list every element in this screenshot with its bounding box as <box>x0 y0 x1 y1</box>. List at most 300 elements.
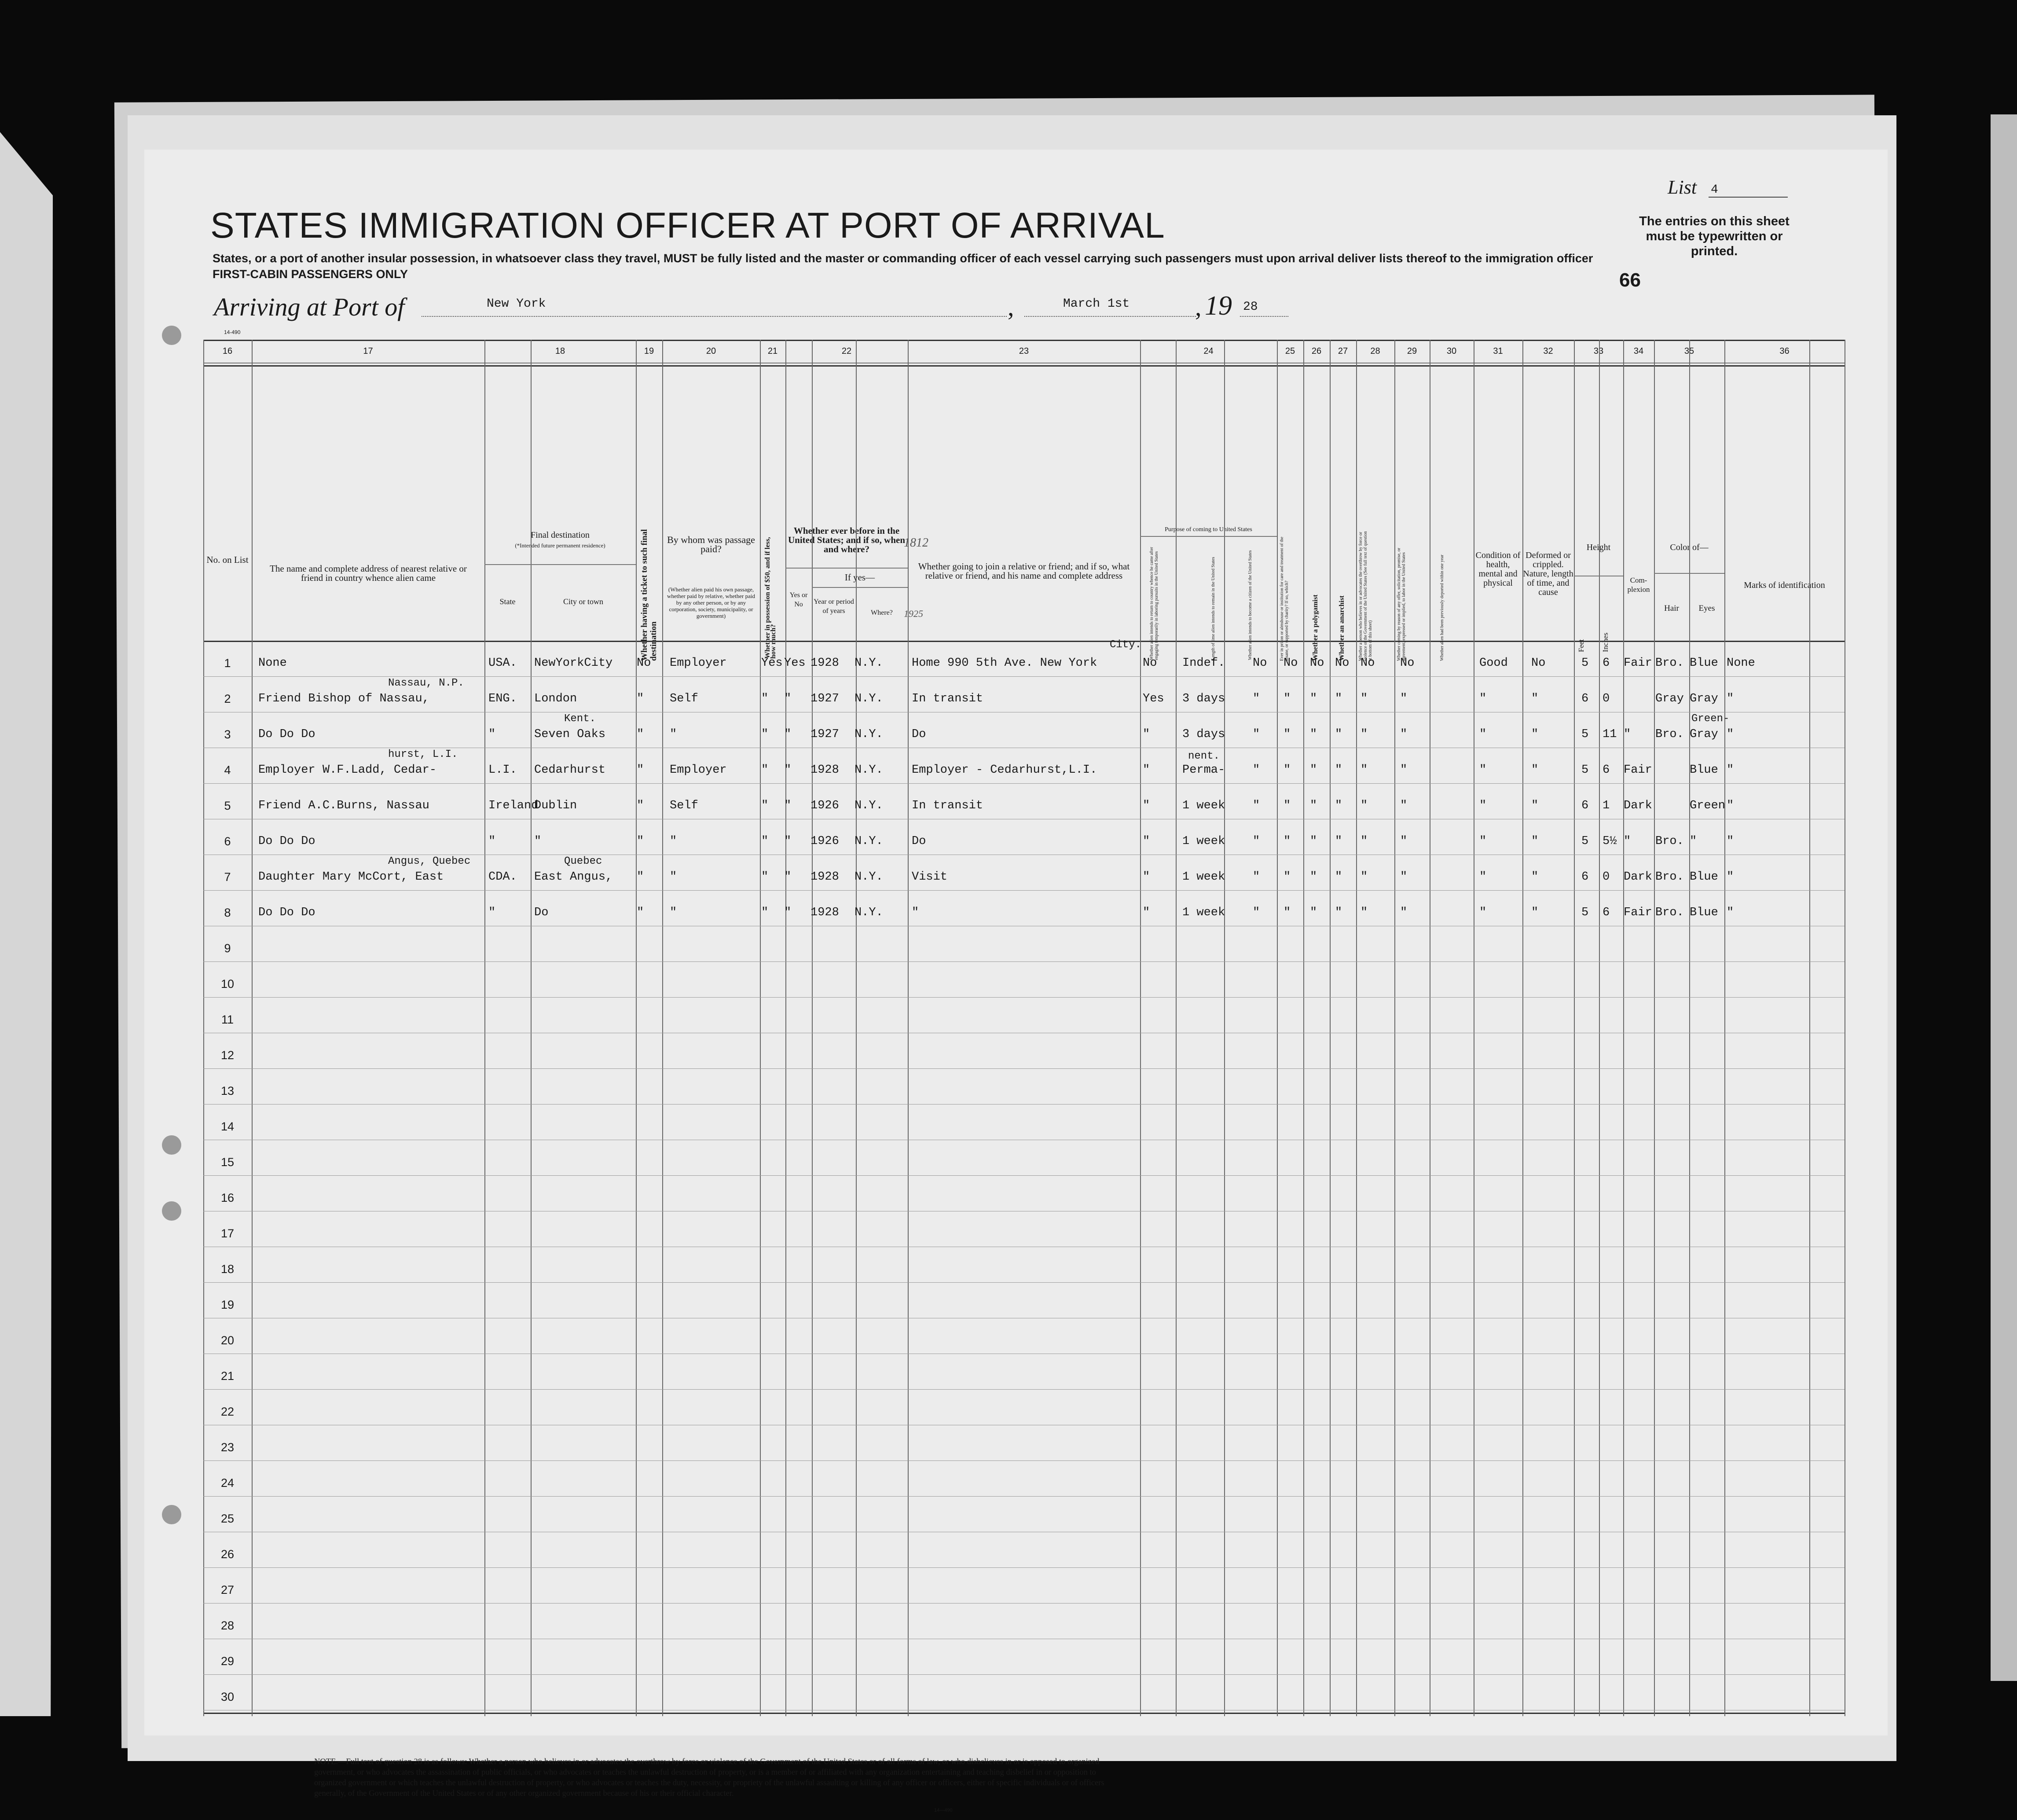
cell-deformed: " <box>1531 870 1539 884</box>
cell-ticket: " <box>637 728 644 741</box>
cell-prison: " <box>1284 835 1291 848</box>
column-number: 26 <box>1311 346 1322 356</box>
cell-join: Visit <box>912 870 948 884</box>
cell-hair: Bro. <box>1655 728 1684 741</box>
column-rule <box>636 340 637 1716</box>
column-rule <box>484 340 485 1716</box>
cell-feet: 6 <box>1581 870 1589 884</box>
adjacent-page-left <box>0 132 53 1716</box>
row-number: 15 <box>220 1156 235 1169</box>
cell-complexion: " <box>1624 835 1631 848</box>
column-number: 31 <box>1493 346 1503 356</box>
header-final-destination: Final destination <box>531 530 590 540</box>
cell-city: London <box>534 692 577 705</box>
cell-marks: " <box>1727 906 1734 919</box>
cell-length: 1 week <box>1182 906 1225 919</box>
row-number: 13 <box>220 1084 235 1097</box>
cell-eyes: Green <box>1690 799 1726 812</box>
column-rule <box>812 340 813 1716</box>
date-value: March 1st <box>1063 297 1130 311</box>
row-number: 29 <box>220 1655 235 1668</box>
header-yes-or-no: Yes or No <box>789 591 808 608</box>
column-rule <box>1356 340 1357 1716</box>
row-rule <box>203 1389 1845 1390</box>
header-purpose-a: Whether alien intends to return to country whence he came after engaging temporarily in laboring pursuits in the United States <box>1149 547 1159 660</box>
cell-citizen: " <box>1253 728 1260 741</box>
cell-length: 1 week <box>1182 870 1225 884</box>
cell-q28: " <box>1361 799 1368 812</box>
pencil-annotation: 1925 <box>904 608 923 619</box>
cell-citizen: " <box>1253 692 1260 705</box>
cell-eyes: " <box>1690 835 1697 848</box>
cell-hair: Bro. <box>1655 870 1684 884</box>
cell-city-extra: Kent. <box>564 713 596 725</box>
cell-before: " <box>784 799 792 812</box>
column-number: 16 <box>222 346 233 356</box>
table-rule <box>203 1713 1845 1714</box>
header-polygamist: Whether a polygamist <box>1312 594 1319 661</box>
cell-fifty: " <box>761 763 769 777</box>
cell-citizen: " <box>1253 906 1260 919</box>
cell-before: Yes <box>784 657 806 670</box>
cell-polygamist: " <box>1310 692 1317 705</box>
cell-inches: 6 <box>1603 763 1610 777</box>
header-sub-rule <box>484 564 636 565</box>
manifest-table <box>203 340 1845 1716</box>
cell-fifty: " <box>761 835 769 848</box>
header-anarchist: Whether an anarchist <box>1338 595 1346 661</box>
cell-year: 1928 <box>810 906 839 919</box>
column-number: 29 <box>1407 346 1417 356</box>
cell-join: In transit <box>912 799 983 812</box>
cell-length: 3 days <box>1182 692 1225 705</box>
cell-year: 1928 <box>810 657 839 670</box>
cell-q29: " <box>1400 906 1408 919</box>
row-rule <box>203 890 1845 891</box>
cell-length: Perma- <box>1182 763 1225 777</box>
column-rule <box>1303 340 1304 1716</box>
cell-inches: 5½ <box>1603 835 1617 848</box>
cell-deformed: " <box>1531 906 1539 919</box>
cell-purpose: " <box>1143 835 1150 848</box>
row-number: 27 <box>220 1583 235 1596</box>
row-rule <box>203 1282 1845 1283</box>
header-sub-rule <box>1140 536 1277 537</box>
column-number: 34 <box>1633 346 1644 356</box>
cell-state: CDA. <box>488 870 517 884</box>
cell-purpose: " <box>1143 799 1150 812</box>
cell-q29: " <box>1400 799 1408 812</box>
cell-relative-extra: hurst, L.I. <box>388 749 458 760</box>
cell-deformed: " <box>1531 728 1539 741</box>
cell-marks: " <box>1727 763 1734 777</box>
cell-feet: 5 <box>1581 906 1589 919</box>
cell-year: 1928 <box>810 870 839 884</box>
cell-paid: Self <box>670 692 698 705</box>
cell-health: " <box>1479 763 1487 777</box>
header-sub-rule <box>785 568 908 569</box>
cell-length: 3 days <box>1182 728 1225 741</box>
header-sub-rule <box>1654 573 1724 574</box>
row-number: 9 <box>224 942 231 955</box>
punch-hole <box>162 1201 181 1221</box>
cell-prison: " <box>1284 870 1291 884</box>
row-rule <box>203 1603 1845 1604</box>
row-number: 17 <box>220 1227 235 1240</box>
pencil-annotation: 1812 <box>904 536 928 550</box>
cell-join: Employer - Cedarhurst,L.I. <box>912 763 1097 777</box>
cell-state: Ireland <box>488 799 539 812</box>
row-number: 28 <box>220 1619 235 1632</box>
column-number: 35 <box>1684 346 1694 356</box>
header-citizen: Whether alien intends to become a citizen of the United States <box>1248 550 1253 660</box>
cell-complexion: Dark <box>1624 870 1652 884</box>
cell-prison: No <box>1284 657 1298 670</box>
table-rule <box>203 641 1845 642</box>
cell-complexion: Fair <box>1624 657 1652 670</box>
cell-join: " <box>912 906 919 919</box>
cell-join: Home 990 5th Ave. New York <box>912 657 1097 670</box>
list-underline <box>1709 197 1788 198</box>
column-number: 30 <box>1446 346 1457 356</box>
row-number: 7 <box>224 870 231 884</box>
cell-anarchist: " <box>1335 835 1342 848</box>
cell-before: " <box>784 835 792 848</box>
punch-hole <box>162 1135 181 1155</box>
cell-paid: Employer <box>670 763 727 777</box>
column-rule <box>856 340 857 1716</box>
cell-q29: " <box>1400 870 1408 884</box>
column-rule <box>1574 340 1575 1716</box>
cell-hair: Bro. <box>1655 835 1684 848</box>
cell-year: 1927 <box>810 728 839 741</box>
cell-where: N.Y. <box>854 763 883 777</box>
header-marks: Marks of identification <box>1744 580 1825 590</box>
table-rule <box>203 365 1845 367</box>
punch-hole <box>162 1505 181 1524</box>
cell-deformed: " <box>1531 835 1539 848</box>
column-number: 21 <box>767 346 778 356</box>
cell-where: N.Y. <box>854 657 883 670</box>
header-fifty-dollars: Whether in possession of $50, and if less, how much? <box>764 537 777 659</box>
cell-fifty: " <box>761 906 769 919</box>
cell-health: " <box>1479 906 1487 919</box>
cell-fifty: Yes <box>761 657 783 670</box>
column-rule <box>1654 340 1655 1716</box>
cell-eyes: Blue <box>1690 763 1718 777</box>
cell-relative-extra: Nassau, N.P. <box>388 677 464 689</box>
cell-city: NewYorkCity <box>534 657 613 670</box>
cell-relative: Do Do Do <box>258 728 315 741</box>
column-number: 22 <box>841 346 852 356</box>
header-ticket: Whether having a ticket to such final destination <box>640 529 658 661</box>
cell-length-extra: nent. <box>1188 750 1220 762</box>
cell-city: East Angus, <box>534 870 613 884</box>
cell-city: " <box>534 835 542 848</box>
typewritten-note: The entries on this sheet must be typewritten or printed. <box>1639 214 1790 258</box>
list-number: 4 <box>1711 183 1718 197</box>
cell-where: N.Y. <box>854 692 883 705</box>
cell-eyes: Gray <box>1690 692 1718 705</box>
row-rule <box>203 1175 1845 1176</box>
row-number: 10 <box>220 977 235 991</box>
header-height: Height <box>1586 543 1611 552</box>
cell-city-extra: Quebec <box>564 855 602 867</box>
row-number: 1 <box>224 657 231 670</box>
cell-q29: " <box>1400 835 1408 848</box>
cell-paid: " <box>670 728 677 741</box>
row-number: 2 <box>224 692 231 705</box>
cell-citizen: " <box>1253 870 1260 884</box>
row-number: 21 <box>220 1369 235 1383</box>
cell-eyes: Blue <box>1690 870 1718 884</box>
cell-state: L.I. <box>488 763 517 777</box>
row-number: 26 <box>220 1548 235 1561</box>
column-rule <box>1330 340 1331 1716</box>
row-rule <box>203 783 1845 784</box>
cell-polygamist: " <box>1310 799 1317 812</box>
cell-eyes: Blue <box>1690 906 1718 919</box>
year-prefix: 19 <box>1205 291 1232 321</box>
column-rule <box>1599 340 1600 1716</box>
cell-purpose: Yes <box>1143 692 1164 705</box>
cell-citizen: " <box>1253 799 1260 812</box>
header-if-yes: If yes— <box>844 572 875 583</box>
cell-health: Good <box>1479 657 1508 670</box>
cell-marks: " <box>1727 728 1734 741</box>
column-number: 32 <box>1543 346 1553 356</box>
cell-anarchist: No <box>1335 657 1350 670</box>
cell-prison: " <box>1284 692 1291 705</box>
cell-paid: Employer <box>670 657 727 670</box>
cell-where: N.Y. <box>854 835 883 848</box>
row-number: 20 <box>220 1334 235 1347</box>
header-passage-note: (Whether alien paid his own passage, whether paid by relative, whether paid by any other person, or by any corporation, society, municipality, or government) <box>667 586 755 619</box>
list-label: List <box>1668 176 1697 198</box>
cell-inches: 6 <box>1603 906 1610 919</box>
cell-state: " <box>488 906 496 919</box>
cell-ticket: " <box>637 870 644 884</box>
cell-paid: " <box>670 906 677 919</box>
column-rule <box>1623 340 1624 1716</box>
footer-form-code: 14—490 <box>934 1808 953 1813</box>
column-number: 18 <box>555 346 565 356</box>
cell-city: Seven Oaks <box>534 728 606 741</box>
column-number: 19 <box>644 346 654 356</box>
cell-paid: " <box>670 870 677 884</box>
column-rule <box>785 340 786 1716</box>
cell-deformed: " <box>1531 763 1539 777</box>
cell-q28: " <box>1361 728 1368 741</box>
row-number: 14 <box>220 1120 235 1133</box>
row-rule <box>203 1567 1845 1568</box>
cell-before: " <box>784 692 792 705</box>
header-purpose-b: Length of time alien intends to remain in the United States <box>1211 557 1216 660</box>
cell-polygamist: " <box>1310 728 1317 741</box>
header-health: Condition of health, mental and physical <box>1475 550 1521 588</box>
cell-q28: " <box>1361 835 1368 848</box>
sheet-number: 66 <box>1619 269 1641 291</box>
cell-citizen: No <box>1253 657 1267 670</box>
header-hair: Hair <box>1664 604 1679 613</box>
cell-eyes: Blue <box>1690 657 1718 670</box>
cell-fifty: " <box>761 728 769 741</box>
header-eyes: Eyes <box>1698 604 1715 613</box>
column-rule <box>1724 340 1725 1716</box>
cell-q28: " <box>1361 763 1368 777</box>
cell-hair: Gray <box>1655 692 1684 705</box>
row-number: 11 <box>221 1013 234 1026</box>
cell-health: " <box>1479 870 1487 884</box>
header-year-period: Year or period of years <box>814 598 854 615</box>
cell-inches: 11 <box>1603 728 1617 741</box>
cell-citizen: " <box>1253 763 1260 777</box>
row-rule <box>203 676 1845 677</box>
cell-prison: " <box>1284 728 1291 741</box>
column-rule <box>1140 340 1141 1716</box>
row-number: 22 <box>220 1405 235 1418</box>
cell-city: Dublin <box>534 799 577 812</box>
row-number: 5 <box>224 799 231 812</box>
cell-relative: Daughter Mary McCort, East <box>258 870 444 884</box>
cell-year: 1926 <box>810 799 839 812</box>
cell-inches: 6 <box>1603 657 1610 670</box>
cell-anarchist: " <box>1335 763 1342 777</box>
cell-year: 1927 <box>810 692 839 705</box>
cell-fifty: " <box>761 692 769 705</box>
cell-ticket: No <box>637 657 651 670</box>
cell-q29: " <box>1400 763 1408 777</box>
column-number: 28 <box>1370 346 1380 356</box>
column-number: 27 <box>1338 346 1348 356</box>
cell-health: " <box>1479 692 1487 705</box>
header-deported: Whether alien had been previously deported within one year <box>1440 554 1445 661</box>
cell-q28: " <box>1361 692 1368 705</box>
column-number: 25 <box>1285 346 1295 356</box>
row-number: 4 <box>224 763 231 777</box>
cell-where: N.Y. <box>854 728 883 741</box>
column-number: 20 <box>706 346 716 356</box>
row-number: 19 <box>220 1298 235 1311</box>
cell-deformed: " <box>1531 692 1539 705</box>
cell-where: N.Y. <box>854 799 883 812</box>
cell-length: 1 week <box>1182 835 1225 848</box>
cell-purpose: " <box>1143 728 1150 741</box>
column-number: 36 <box>1779 346 1790 356</box>
cell-feet: 6 <box>1581 692 1589 705</box>
cell-ticket: " <box>637 799 644 812</box>
cell-feet: 6 <box>1581 799 1589 812</box>
row-number: 25 <box>220 1512 235 1525</box>
form-code: 14-490 <box>224 329 241 335</box>
cell-feet: 5 <box>1581 835 1589 848</box>
comma: , <box>1008 293 1014 321</box>
column-rule <box>1689 340 1690 1716</box>
cell-deformed: No <box>1531 657 1546 670</box>
header-inches: Inches <box>1601 632 1610 652</box>
cell-polygamist: " <box>1310 763 1317 777</box>
cell-year: 1926 <box>810 835 839 848</box>
cell-anarchist: " <box>1335 728 1342 741</box>
row-number: 18 <box>220 1262 235 1276</box>
cell-state: USA. <box>488 657 517 670</box>
cell-before: " <box>784 870 792 884</box>
cell-state: " <box>488 728 496 741</box>
row-rule <box>203 961 1845 962</box>
cell-city: Cedarhurst <box>534 763 606 777</box>
row-number: 8 <box>224 906 231 919</box>
document-subtitle: States, or a port of another insular possession, in whatsoever class they travel, MUST be fully listed and the master or commanding officer of each vessel carrying such passengers must upon arrival deliver lists thereof to the immigration officer <box>213 252 1593 265</box>
header-joining: Whether going to join a relative or friend; and if so, what relative or friend, and his name and complete address <box>918 561 1130 581</box>
cell-prison: " <box>1284 763 1291 777</box>
cell-paid: " <box>670 835 677 848</box>
cell-complexion: Dark <box>1624 799 1652 812</box>
row-number: 23 <box>220 1441 235 1454</box>
cell-q28: " <box>1361 870 1368 884</box>
cell-relative: Do Do Do <box>258 906 315 919</box>
cell-relative: Do Do Do <box>258 835 315 848</box>
header-complexion: Com-plexion <box>1627 576 1650 594</box>
cell-eyes: Gray <box>1690 728 1718 741</box>
cell-q28: " <box>1361 906 1368 919</box>
cell-q29: No <box>1400 657 1415 670</box>
column-number: 24 <box>1203 346 1214 356</box>
header-state: State <box>499 597 516 606</box>
year-underline <box>1240 316 1288 317</box>
cell-before: " <box>784 906 792 919</box>
cell-anarchist: " <box>1335 870 1342 884</box>
row-number: 30 <box>220 1690 235 1703</box>
cell-marks: None <box>1727 657 1755 670</box>
cell-length: Indef. <box>1182 657 1225 670</box>
row-rule <box>203 1496 1845 1497</box>
cell-length: 1 week <box>1182 799 1225 812</box>
cell-fifty: " <box>761 799 769 812</box>
manifest-sheet <box>144 150 1888 1813</box>
cell-year: 1928 <box>810 763 839 777</box>
header-no-on-list: No. on List <box>206 554 249 565</box>
cell-purpose: No <box>1143 657 1157 670</box>
document-title: STATES IMMIGRATION OFFICER AT PORT OF ARRIVAL <box>210 205 1165 246</box>
cell-deformed: " <box>1531 799 1539 812</box>
column-number: 33 <box>1593 346 1604 356</box>
cell-polygamist: " <box>1310 906 1317 919</box>
row-rule <box>203 1460 1845 1461</box>
cell-ticket: " <box>637 763 644 777</box>
cell-health: " <box>1479 799 1487 812</box>
header-sub-rule <box>812 587 908 588</box>
cell-inches: 0 <box>1603 870 1610 884</box>
cell-hair: Bro. <box>1655 906 1684 919</box>
header-prison: Ever in prison or almshouse or institution for care and treatment of the insane, or supported by charity? If so, which? <box>1280 536 1289 661</box>
column-rule <box>1522 340 1523 1716</box>
cell-relative: None <box>258 657 287 670</box>
header-city: City or town <box>563 597 603 606</box>
comma: , <box>1195 293 1202 321</box>
column-rule <box>662 340 663 1716</box>
cell-anarchist: " <box>1335 799 1342 812</box>
column-rule <box>531 340 532 1716</box>
row-rule <box>203 1674 1845 1675</box>
row-number: 24 <box>220 1476 235 1490</box>
cell-polygamist: No <box>1310 657 1324 670</box>
cell-health: " <box>1479 728 1487 741</box>
cell-polygamist: " <box>1310 870 1317 884</box>
cell-marks: " <box>1727 799 1734 812</box>
column-rule <box>760 340 761 1716</box>
column-rule <box>1277 340 1278 1716</box>
cell-relative: Employer W.F.Ladd, Cedar- <box>258 763 437 777</box>
